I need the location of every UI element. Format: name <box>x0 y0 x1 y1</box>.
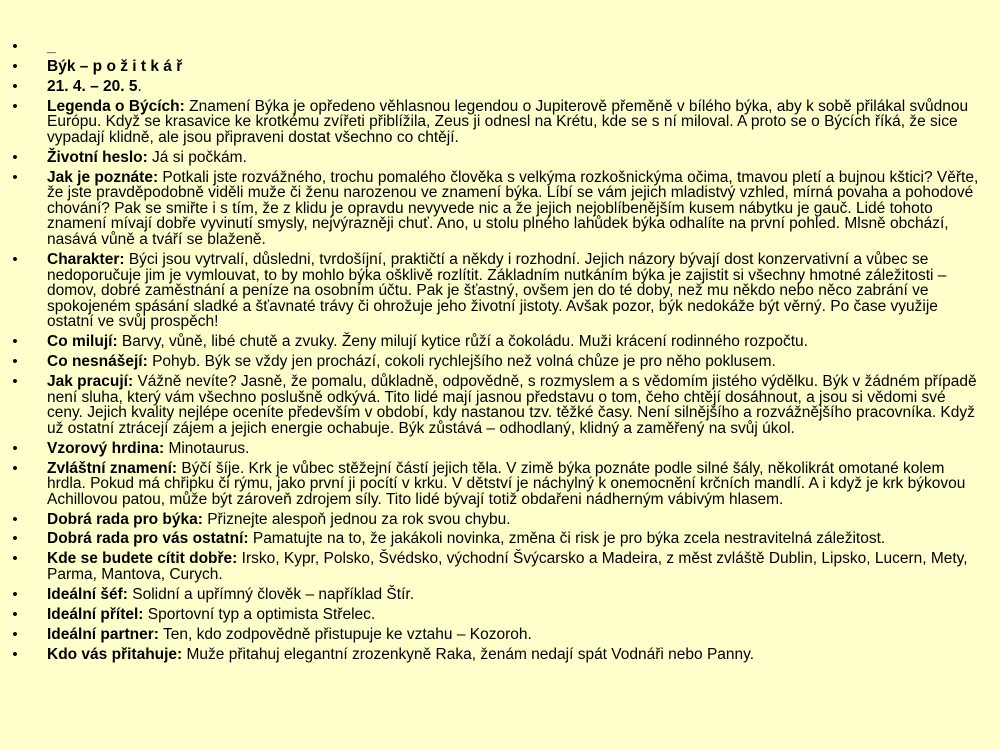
list-item <box>8 354 980 370</box>
bullet-icon: • <box>12 250 18 268</box>
bullet-icon: • <box>12 353 18 371</box>
list-item <box>8 150 980 166</box>
item-text: Vážně nevíte? Jasně, že pomalu, důkladně, odpovědně, s rozmyslem a s vědomím jistého výdělku. Býk v žádném případě není sluha, který vám všechno poslušně odkývá. Tito lidé mají jasnou představu o tom, čeho chtějí dosáhnout, a jsou si vědomi své ceny. Jejich kvality nejlépe oceníte především v období, kdy nastanou tzv. těžké časy. Není silnějšího a rozvážnějšího pracovníka. Když už ostatní ztrácejí zájem a jejich energie ochabuje. Býk zůstává – odhodlaný, klidný a zaměřený na svůj úkol. <box>47 372 977 437</box>
item-text: Barvy, vůně, libé chutě a zvuky. Ženy milují kytice růží a čokoládu. Muži krácení rodinného rozpočtu. <box>117 333 808 351</box>
item-label: Býk – p o ž i t k á ř <box>47 57 183 75</box>
list-item <box>8 374 980 436</box>
bullet-icon: • <box>12 605 18 623</box>
bullet-icon: • <box>12 148 18 166</box>
item-label: Zvláštní znamení: <box>47 459 178 477</box>
item-text: Sportovní typ a optimista Střelec. <box>143 605 376 623</box>
item-label: Vzorový hrdina: <box>47 439 165 457</box>
bullet-icon: • <box>12 168 18 186</box>
list-item <box>8 531 980 547</box>
bullet-icon: • <box>12 439 18 457</box>
bullet-icon: • <box>12 550 18 568</box>
bullet-icon: • <box>12 77 18 95</box>
item-text: Ten, kdo zodpovědně přistupuje ke vztahu – Kozoroh. <box>158 625 532 643</box>
item-text: Znamení Býka je opředeno věhlasnou legendou o Jupiterově přeměně v bílého býka, aby k sobě přilákal svůdnou Európu. Když se krasavice ke krotkému zvířeti přiblížila, Zeus ji odnesl na Krétu, kde se s ní miloval. A proto se o Býcích říká, že sice vypadají klidně, ale jsou připraveni dostat všechno co chtějí. <box>47 97 969 146</box>
list-item <box>8 627 980 643</box>
item-label: Jak je poznáte: <box>47 168 159 186</box>
item-text: Minotaurus. <box>164 439 250 457</box>
item-text: Potkali jste rozvážného, trochu pomalého člověka s velkýma rozkošnickýma očima, tmavou pletí a bujnou kštici? Věřte, že jste pravděpodobně viděli muže či ženu narozenou ve znamení býka. Líbí se vám jejich mladistvý vzhled, mírná povaha a pohodové chování? Pak se smiřte i s tím, že z klidu je opravdu nevyvede nic a že jejich nejoblíbenějším kusem nábytku je gauč. Lidé tohoto znamení mívají dobře vyvinutí smysly, nejvýrazněji chuť. Ano, u stolu plného lahůdek býka odhalíte na první pohled. Mlsně obchází, nasává vůně a tváří se blaženě. <box>47 168 979 249</box>
item-text: Pohyb. Býk se vždy jen prochází, cokoli rychlejšího než volná chůze je pro něho poklusem. <box>147 353 776 371</box>
list-item <box>8 39 980 55</box>
list-item <box>8 334 980 350</box>
item-text: Pamatujte na to, že jakákoli novinka, změna či risk je pro býka zcela nestravitelná záležitost. <box>248 530 886 548</box>
list-item <box>8 252 980 330</box>
item-text: Já si počkám. <box>147 148 247 166</box>
list-item <box>8 99 980 146</box>
bullet-icon: • <box>12 625 18 643</box>
item-text: Přiznejte alespoň jednou za rok svou chybu. <box>202 510 511 528</box>
item-label: Ideální partner: <box>47 625 159 643</box>
bullet-icon: • <box>12 585 18 603</box>
list-item <box>8 79 980 95</box>
item-label: _ <box>47 38 56 55</box>
item-label: Dobrá rada pro býka: <box>47 510 203 528</box>
list-item <box>8 512 980 528</box>
item-text: Býčí šíje. Krk je vůbec stěžejní částí jejich těla. V zimě býka poznáte podle silné šály, několikrát omotané kolem hrdla. Pokud má chřipku či rýmu, jako první ji pocítí v krku. V dětství je náchylný k onemocnění krčních mandlí. A i když je krk býkovou Achillovou patou, může být zároveň zdrojem síly. Tito lidé bývají totiž obdařeni nádherným vábivým hlasem. <box>47 459 966 508</box>
bullet-icon: • <box>12 333 18 351</box>
item-label: Charakter: <box>47 250 125 268</box>
bullet-list <box>8 39 980 662</box>
bullet-icon: • <box>12 372 18 390</box>
bullet-icon: • <box>12 530 18 548</box>
list-item <box>8 607 980 623</box>
bullet-icon: • <box>12 57 18 75</box>
item-label: Ideální přítel: <box>47 605 144 623</box>
bullet-icon: • <box>12 97 18 115</box>
item-label: Dobrá rada pro vás ostatní: <box>47 530 249 548</box>
item-text: Býci jsou vytrvalí, důsledni, tvrdošíjní, praktičtí a někdy i rozhodní. Jejich názory bývají dost konzervativní a vůbec se nedoporučuje jim je vymlouvat, to by mohlo býka ošklivě rozlítit. Základním nutkáním býka je zajistit si všechny hmotné záležitosti – domov, dobré zaměstnání a peníze na osobním účtu. Pak je šťastný, ovšem jen do té doby, než mu někdo nebo něco zabrání ve spokojeném spásání sladké a šťavnaté trávy či ohrožuje jeho životní jistoty. Avšak pozor, býk nedokáže být věrný. Po čase využije ostatní ve svůj prospěch! <box>47 250 947 331</box>
bullet-icon: • <box>12 459 18 477</box>
item-label: Legenda o Býcích: <box>47 97 185 115</box>
list-item <box>8 587 980 603</box>
list-item <box>8 461 980 508</box>
item-label: Kdo vás přitahuje: <box>47 645 183 663</box>
list-item <box>8 551 980 582</box>
list-item <box>8 441 980 457</box>
item-text: Irsko, Kypr, Polsko, Švédsko, východní Švýcarsko a Madeira, z měst zvláště Dublin, Lipsko, Lucern, Mety, Parma, Mantova, Curych. <box>47 550 968 583</box>
item-label: 21. 4. – 20. 5 <box>47 77 138 95</box>
item-text: . <box>137 77 142 95</box>
item-label: Co nesnášejí: <box>47 353 148 371</box>
item-text: Muže přitahuj elegantní zrozenkyně Raka, ženám nedají spát Vodnáři nebo Panny. <box>182 645 755 663</box>
item-label: Ideální šéf: <box>47 585 128 603</box>
bullet-icon: • <box>12 38 18 55</box>
list-item <box>8 647 980 663</box>
bullet-icon: • <box>12 510 18 528</box>
list-item <box>8 170 980 248</box>
item-text: Solidní a upřímný člověk – například Štír. <box>127 585 414 603</box>
item-label: Životní heslo: <box>47 148 148 166</box>
item-label: Kde se budete cítit dobře: <box>47 550 238 568</box>
item-label: Jak pracují: <box>47 372 134 390</box>
list-item <box>8 59 980 75</box>
bullet-icon: • <box>12 645 18 663</box>
item-label: Co milují: <box>47 333 118 351</box>
